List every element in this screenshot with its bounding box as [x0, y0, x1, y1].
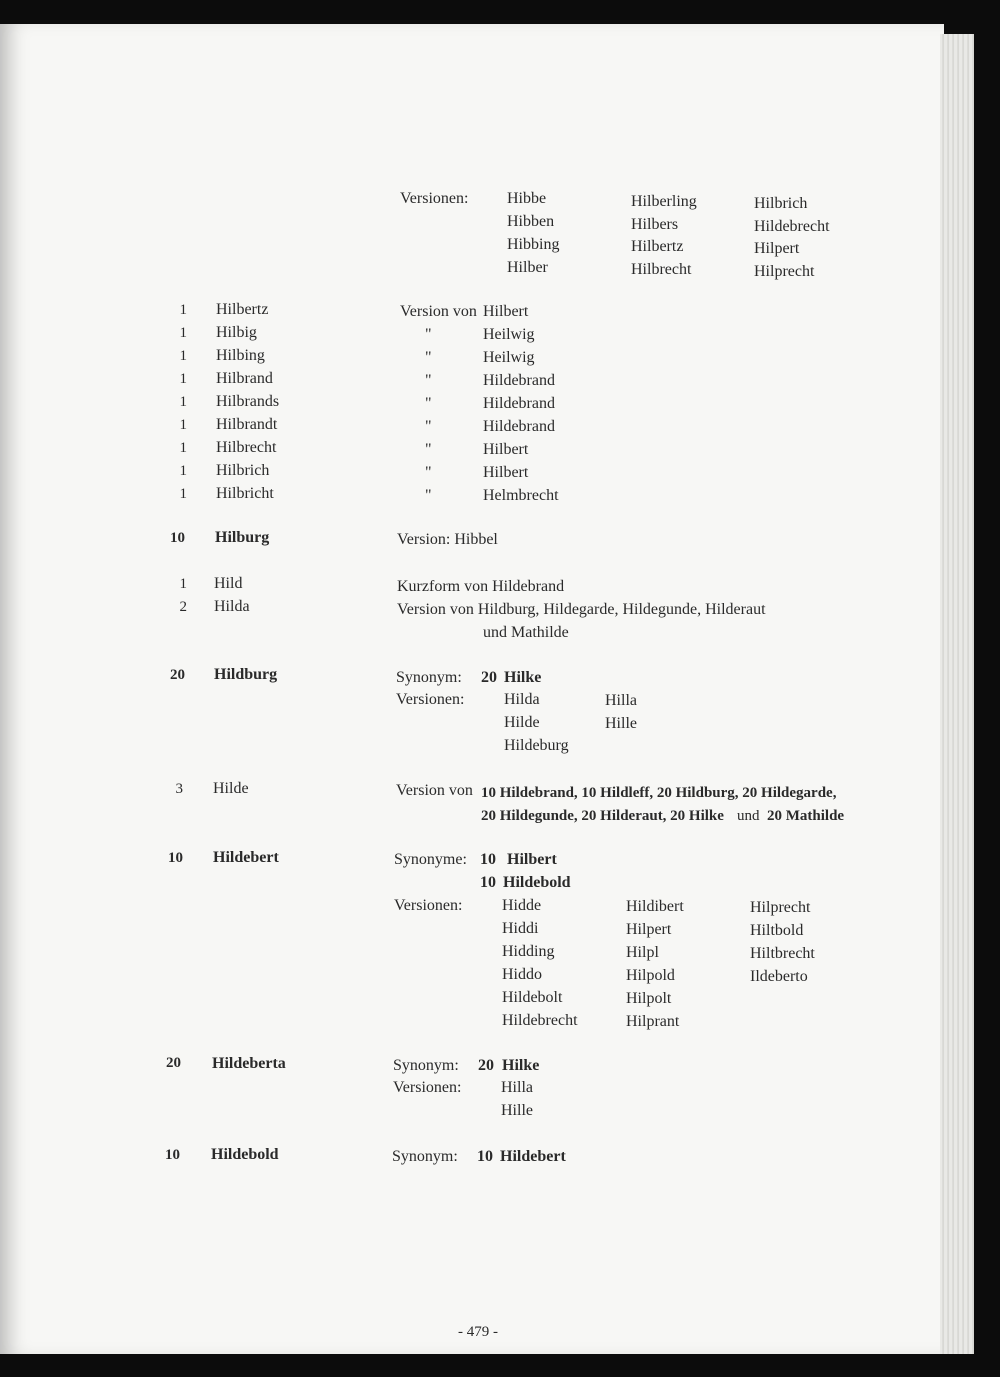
version-item: Hilpl — [626, 944, 659, 961]
version-item: Hilberling — [631, 193, 697, 210]
entry-name: Hilburg — [215, 529, 270, 546]
page-edges — [940, 34, 974, 1354]
version-item: Hiddo — [502, 966, 542, 983]
entry-name: Hilbing — [216, 347, 265, 364]
synonym-name: Hilke — [504, 669, 542, 686]
ditto-mark: " — [425, 395, 432, 412]
version-item: Hibbing — [507, 236, 560, 253]
version-item: Hilber — [507, 259, 548, 276]
synonym-label: Synonyme: — [394, 851, 467, 868]
version-item: Hilla — [605, 692, 637, 709]
entry-ref: Hilbert — [483, 464, 529, 481]
entry-name: Hilbrands — [216, 393, 280, 410]
entry-ref: Hildebrand — [483, 418, 555, 435]
version-item: Hille — [501, 1102, 533, 1119]
entry-conjunction: und — [737, 808, 760, 824]
entry-name: Hildburg — [214, 666, 278, 683]
entry-name: Hilbrich — [216, 462, 270, 479]
entry-ref: Hilbert — [483, 441, 529, 458]
versions-label: Versionen: — [393, 1079, 462, 1096]
version-item: Hildibert — [626, 898, 684, 915]
entry-refs: 10 Hildebrand, 10 Hildleff, 20 Hildburg, 20 Hildegarde, — [481, 785, 837, 801]
entry-ref: Heilwig — [483, 349, 535, 366]
ditto-mark: " — [425, 372, 432, 389]
version-item: Hilprecht — [754, 263, 815, 280]
entry-count: 10 — [165, 1147, 180, 1163]
synonym-name: Hildebert — [500, 1148, 566, 1165]
ditto-mark: " — [425, 464, 432, 481]
entry-count: 1 — [179, 463, 187, 479]
version-item: Hidde — [502, 897, 542, 914]
version-item: Hilbertz — [631, 238, 684, 255]
ditto-mark: " — [425, 418, 432, 435]
ditto-mark: " — [425, 487, 432, 504]
synonym-label: Synonym: — [392, 1148, 458, 1165]
entry-count: 1 — [179, 325, 187, 341]
entry-prefix: Version von — [396, 782, 473, 799]
entry-refs-continued: 20 Mathilde — [767, 808, 845, 824]
synonym-name: Hilbert — [507, 851, 557, 868]
version-item: Hilbrecht — [631, 261, 692, 278]
version-item: Hilpert — [626, 921, 672, 938]
entry-name: Hilbrandt — [216, 416, 278, 433]
ditto-mark: " — [425, 349, 432, 366]
entry-count: 1 — [179, 302, 187, 318]
version-item: Hibben — [507, 213, 555, 230]
synonym-name: Hilke — [502, 1057, 540, 1074]
versions-label: Versionen: — [396, 691, 465, 708]
ditto-mark: " — [425, 441, 432, 458]
entry-ref: Hildebrand — [483, 372, 555, 389]
version-item: Hilpolt — [626, 990, 672, 1007]
entry-prefix: Version von — [400, 303, 477, 320]
version-item: Hildebolt — [502, 989, 563, 1006]
synonym-number: 20 — [478, 1057, 494, 1074]
entry-text: Kurzform von Hildebrand — [397, 578, 565, 595]
version-item: Hilprecht — [750, 899, 811, 916]
entry-count: 1 — [179, 348, 187, 364]
versions-label: Versionen: — [394, 897, 463, 914]
entry-count: 20 — [166, 1055, 181, 1071]
synonym-name: Hildebold — [503, 874, 571, 891]
entry-count: 1 — [179, 371, 187, 387]
entry-name: Hild — [214, 575, 243, 592]
ditto-mark: " — [425, 326, 432, 343]
version-item: Hildebrecht — [754, 218, 830, 235]
entry-ref: Helmbrecht — [483, 487, 559, 504]
version-item: Hilbrich — [754, 195, 808, 212]
entry-count: 10 — [168, 850, 183, 866]
entry-count: 1 — [179, 440, 187, 456]
entry-count: 1 — [179, 394, 187, 410]
version-item: Hilpold — [626, 967, 675, 984]
entry-count: 10 — [170, 530, 185, 546]
page-number: - 479 - — [458, 1324, 498, 1340]
version-item: Hilde — [504, 714, 540, 731]
version-item: Hildebrecht — [502, 1012, 578, 1029]
version-item: Hilda — [504, 691, 540, 708]
version-item: Hiddi — [502, 920, 539, 937]
synonym-number: 10 — [477, 1148, 493, 1165]
version-item: Hilbers — [631, 216, 679, 233]
entry-name: Hildebert — [213, 849, 279, 866]
version-item: Hibbe — [507, 190, 547, 207]
synonym-number: 10 — [480, 874, 496, 891]
entry-name: Hilbrand — [216, 370, 273, 387]
entry-name: Hilbricht — [216, 485, 274, 502]
synonym-number: 10 — [480, 851, 496, 868]
version-item: Ildeberto — [750, 968, 808, 985]
entry-ref: Hilbert — [483, 303, 529, 320]
entry-name: Hilbig — [216, 324, 257, 341]
version-item: Hidding — [502, 943, 555, 960]
version-item: Hildeburg — [504, 737, 569, 754]
versions-label: Versionen: — [400, 190, 469, 207]
entry-name: Hilbertz — [216, 301, 269, 318]
entry-refs-continued: 20 Hildegunde, 20 Hilderaut, 20 Hilke — [481, 808, 724, 824]
entry-text: Version: Hibbel — [397, 531, 498, 548]
entry-count: 1 — [179, 576, 187, 592]
entry-text: Version von Hildburg, Hildegarde, Hildegunde, Hilderaut — [397, 601, 766, 618]
entry-count: 1 — [179, 417, 187, 433]
entry-count: 20 — [170, 667, 185, 683]
entry-ref: Hildebrand — [483, 395, 555, 412]
synonym-label: Synonym: — [396, 669, 462, 686]
synonym-label: Synonym: — [393, 1057, 459, 1074]
version-item: Hilpert — [754, 240, 800, 257]
entry-count: 1 — [179, 486, 187, 502]
entry-name: Hildeberta — [212, 1055, 286, 1072]
version-item: Hilla — [501, 1079, 533, 1096]
version-item: Hiltbrecht — [750, 945, 815, 962]
entry-name: Hilde — [213, 780, 249, 797]
entry-text-continued: und Mathilde — [483, 624, 569, 641]
version-item: Hilprant — [626, 1013, 680, 1030]
entry-count: 3 — [175, 781, 183, 797]
entry-name: Hildebold — [211, 1146, 279, 1163]
entry-name: Hilbrecht — [216, 439, 277, 456]
entry-count: 2 — [179, 599, 187, 615]
entry-ref: Heilwig — [483, 326, 535, 343]
entry-name: Hilda — [214, 598, 250, 615]
version-item: Hille — [605, 715, 637, 732]
synonym-number: 20 — [481, 669, 497, 686]
version-item: Hiltbold — [750, 922, 804, 939]
